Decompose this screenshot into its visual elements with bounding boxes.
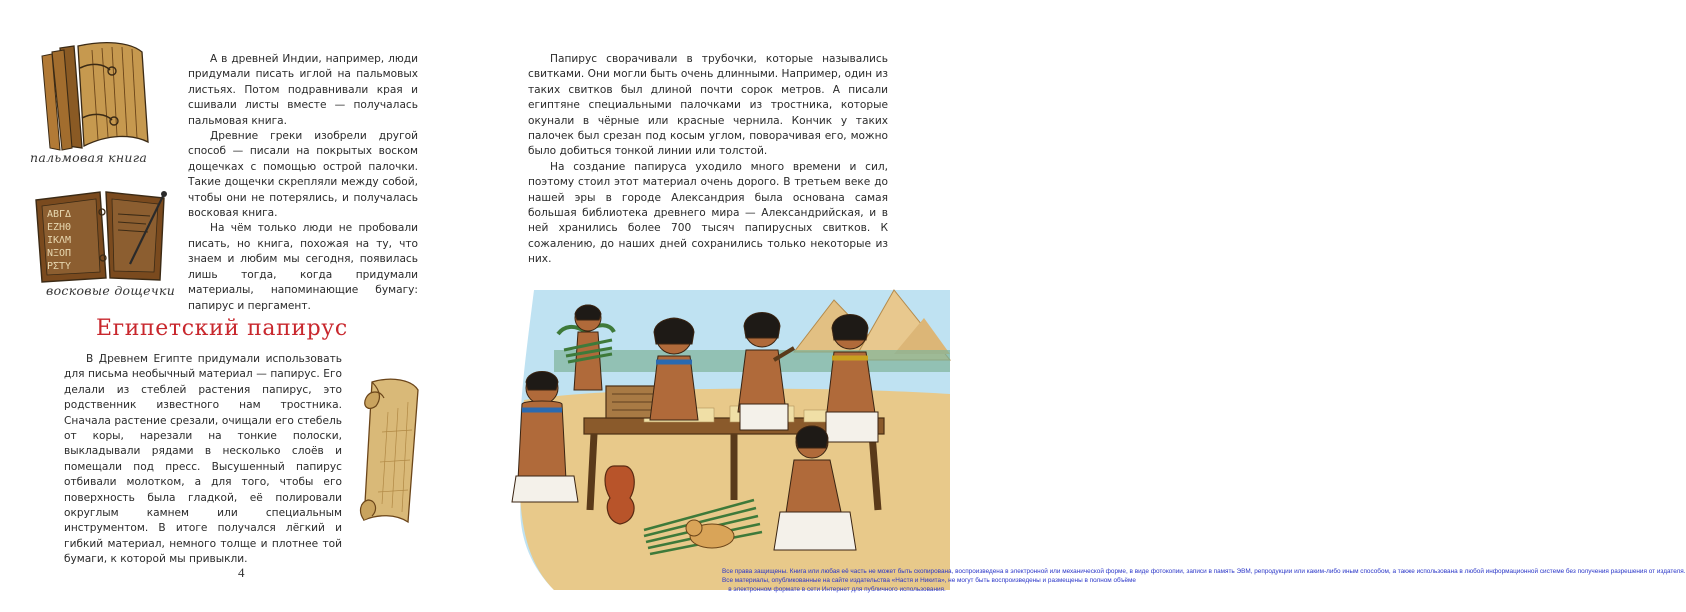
intro-paragraph: Древние греки изобрели другой способ — писали на покрытых воском дощечках с помощью острой палочки. Такие дощечки скрепляли между собой, чтобы они не потерялись, и получалась восковая книга. — [188, 130, 418, 220]
right-paragraph: Папирус сворачивали в трубочки, которые назывались свитками. Они могли быть очень длинными. Например, один из таких свитков был длиной почти сорок метров. А писали египтяне специальными палочками из тростника, которые окунали в чёрные или красные чернила. Кончик у таких палочек был срезан под косым углом, поворачивая его, можно было добиться тонкой линии или толстой. — [528, 53, 888, 158]
tablet-letters — [47, 209, 71, 272]
intro-text — [188, 52, 418, 314]
tablet-letter-row: ΡΣΤΥ — [47, 261, 72, 272]
papyrus-scroll-illustration — [352, 372, 428, 532]
section-title: Египетский папирус — [96, 316, 348, 341]
section-text — [64, 352, 342, 568]
palm-book-caption: пальмовая книга — [30, 150, 148, 165]
copyright-watermark — [722, 567, 1686, 594]
tablet-letter-row: ΙΚΛΜ — [47, 235, 72, 246]
watermark-line: Все материалы, опубликованные на сайте издательства «Настя и Никита», не могут быть воспроизведены и размещены в полном объёме — [722, 577, 1136, 584]
tablet-letter-row: ΑΒΓΔ — [47, 209, 72, 220]
intro-paragraph: А в древней Индии, например, люди придумали писать иглой на пальмовых листьях. Потом подравнивали края и сшивали листы вместе — получалась пальмовая книга. — [188, 53, 418, 127]
page-number: 4 — [238, 565, 245, 580]
tablet-letter-row: ΕΖΗΘ — [47, 222, 72, 233]
watermark-line: в электронном формате в сети Интернет для публичного использования. — [728, 586, 946, 593]
palm-book-illustration — [20, 24, 165, 156]
wax-tablets-illustration — [34, 186, 174, 286]
right-paragraph: На создание папируса уходило много времени и сил, поэтому стоил этот материал очень дорого. В третьем веке до нашей эры в городе Александрия была основана самая большая библиотека древнего мира — Александрийская, и в ней хранились более 700 тысяч папирусных свитков. К сожалению, до наших дней сохранились только некоторые из них. — [528, 160, 888, 266]
watermark-line: Все права защищены. Книга или любая её часть не может быть скопирована, воспроизведена в электронной или механической форме, в виде фотокопии, записи в память ЭВМ, репродукции или каким-либо иным способом, а также использована в любой информационной системе без получения разрешения от издателя. — [722, 568, 1686, 575]
section-paragraph: В Древнем Египте придумали использовать для письма необычный материал — папирус. Его делали из стеблей растения папирус, это родственник известного нам тростника. Сначала растение срезали, очищали его стебель от коры, нарезали на тонкие полоски, выкладывали рядами в несколько слоёв и помещали под пресс. Высушенный папирус отбивали молотком, а для того, чтобы его поверхность была гладкой, её полировали округлым камнем или специальным инструментом. В итоге получался лёгкий и гибкий материал, немного толще и плотнее той бумаги, к которой мы привыкли. — [64, 353, 342, 566]
wax-tablets-caption: восковые дощечки — [46, 283, 176, 298]
tablet-letter-row: ΝΞΟΠ — [47, 248, 72, 259]
intro-paragraph: На чём только люди не пробовали писать, но книга, похожая на ту, что знаем и любим мы сегодня, появилась лишь тогда, когда придумали материалы, напоминающие бумагу: папирус и пергамент. — [188, 222, 418, 312]
right-text — [528, 52, 888, 268]
